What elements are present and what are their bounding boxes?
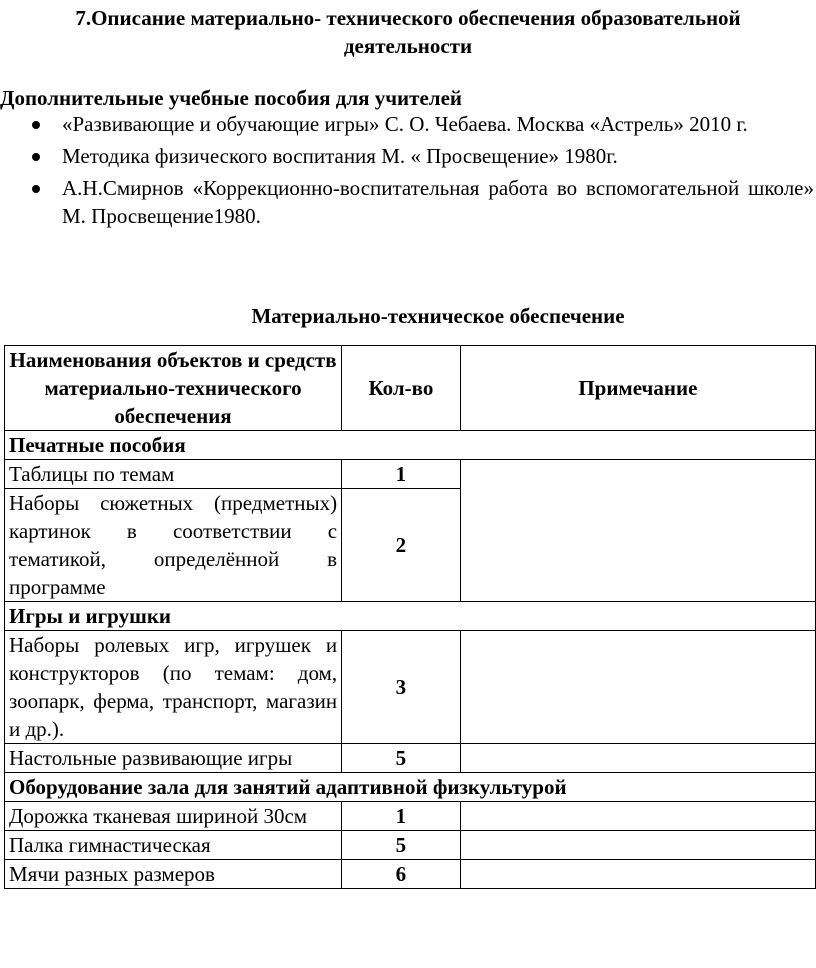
bullet-icon bbox=[32, 153, 40, 161]
section-title: Печатные пособия bbox=[5, 431, 816, 460]
table-row bbox=[5, 631, 816, 744]
item-note bbox=[460, 860, 815, 889]
item-name: Мячи разных размеров bbox=[5, 860, 342, 889]
bullet-icon bbox=[32, 121, 40, 129]
reference-item bbox=[0, 110, 816, 138]
bullet-icon bbox=[32, 185, 40, 193]
reference-item bbox=[0, 142, 816, 170]
table-row bbox=[5, 802, 816, 831]
table-title: Материально-техническое обеспечение bbox=[251, 304, 625, 328]
section-heading-line-2: деятельности bbox=[343, 34, 473, 58]
equipment-table bbox=[4, 345, 816, 889]
section-row bbox=[5, 431, 816, 460]
table-row bbox=[5, 860, 816, 889]
item-qty: 5 bbox=[342, 831, 461, 860]
reference-text: А.Н.Смирнов «Коррекционно-воспитательная работа во вспомогательной школе» М. Просвещение1980. bbox=[62, 176, 814, 228]
item-name: Палка гимнастическая bbox=[5, 831, 342, 860]
section-row bbox=[5, 602, 816, 631]
subheading: Дополнительные учебные пособия для учителей bbox=[0, 86, 462, 110]
item-qty: 3 bbox=[342, 631, 461, 744]
section-row bbox=[5, 773, 816, 802]
item-qty: 6 bbox=[342, 860, 461, 889]
item-qty: 2 bbox=[342, 489, 461, 602]
header-name: Наименования объектов и средств материально-технического обеспечения bbox=[5, 346, 342, 431]
item-note bbox=[460, 744, 815, 773]
item-name: Дорожка тканевая шириной 30см bbox=[5, 802, 342, 831]
item-name: Таблицы по темам bbox=[5, 460, 342, 489]
item-qty: 1 bbox=[342, 460, 461, 489]
table-header-row bbox=[5, 346, 816, 431]
item-qty: 1 bbox=[342, 802, 461, 831]
item-note bbox=[460, 460, 815, 602]
reference-text: «Развивающие и обучающие игры» С. О. Чебаева. Москва «Астрель» 2010 г. bbox=[62, 112, 748, 136]
section-heading bbox=[0, 4, 816, 60]
item-name: Настольные развивающие игры bbox=[5, 744, 342, 773]
item-name: Наборы сюжетных (предметных) картинок в соответствии с тематикой, определённой в программе bbox=[5, 489, 342, 602]
reference-list bbox=[0, 110, 816, 234]
item-qty: 5 bbox=[342, 744, 461, 773]
reference-text: Методика физического воспитания М. « Просвещение» 1980г. bbox=[62, 144, 618, 168]
section-heading-line-1: 7.Описание материально- технического обеспечения образовательной bbox=[75, 6, 741, 30]
section-title: Оборудование зала для занятий адаптивной физкультурой bbox=[5, 773, 816, 802]
header-qty: Кол-во bbox=[342, 346, 461, 431]
item-note bbox=[460, 631, 815, 744]
table-row bbox=[5, 744, 816, 773]
item-note bbox=[460, 831, 815, 860]
table-row bbox=[5, 460, 816, 489]
item-note bbox=[460, 802, 815, 831]
header-note: Примечание bbox=[460, 346, 815, 431]
table-row bbox=[5, 831, 816, 860]
reference-item bbox=[0, 174, 816, 230]
section-title: Игры и игрушки bbox=[5, 602, 816, 631]
item-name: Наборы ролевых игр, игрушек и конструкторов (по темам: дом, зоопарк, ферма, транспорт, магазин и др.). bbox=[5, 631, 342, 744]
